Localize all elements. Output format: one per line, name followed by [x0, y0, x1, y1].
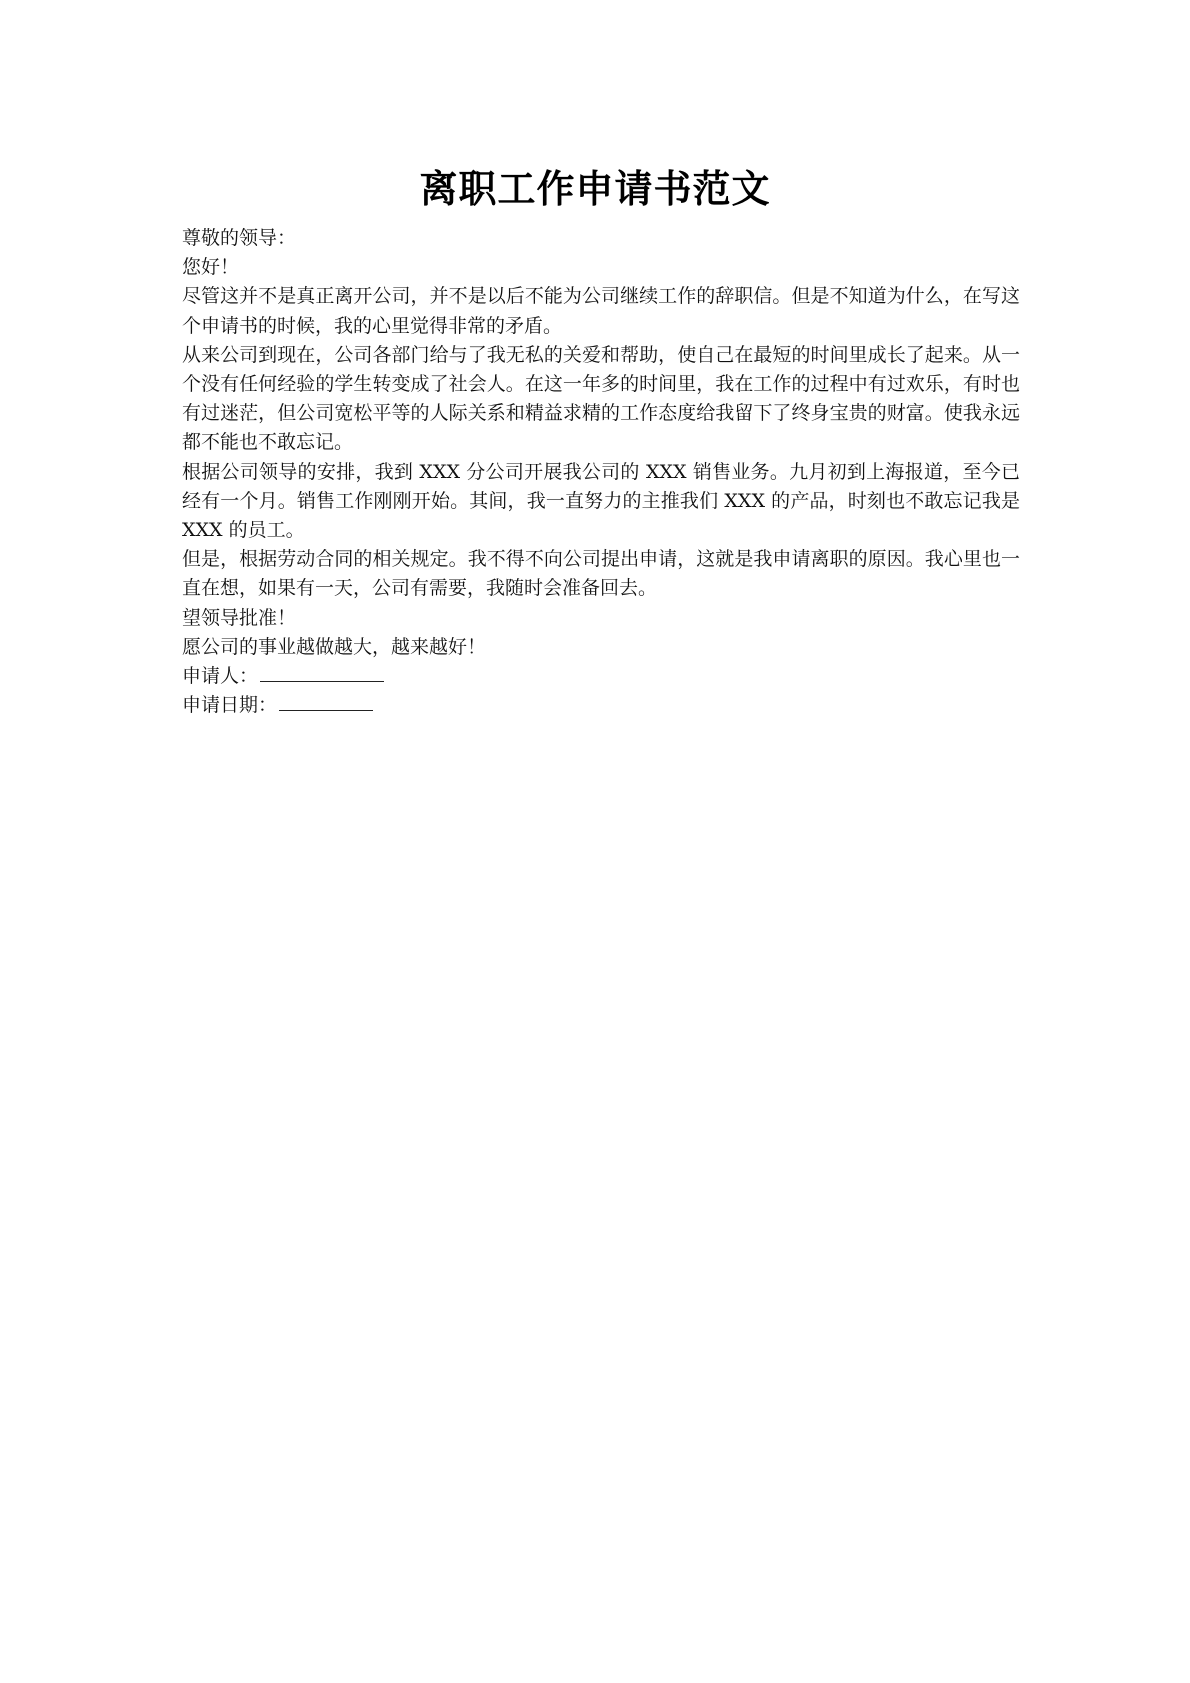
applicant-row — [182, 662, 1020, 691]
paragraph-1: 尽管这并不是真正离开公司，并不是以后不能为公司继续工作的辞职信。但是不知道为什么，在写这个申请书的时候，我的心里觉得非常的矛盾。 — [182, 285, 1020, 337]
closing-wish: 愿公司的事业越做越大，越来越好！ — [182, 635, 487, 658]
closing-request: 望领导批准！ — [182, 606, 297, 629]
paragraph-4: 但是，根据劳动合同的相关规定。我不得不向公司提出申请，这就是我申请离职的原因。我心里也一直在想，如果有一天，公司有需要，我随时会准备回去。 — [182, 548, 1020, 600]
salutation: 您好！ — [182, 256, 240, 279]
applicant-label: 申请人： — [182, 665, 259, 688]
date-row — [182, 691, 1020, 720]
document-body — [182, 224, 1020, 720]
paragraph-3: 根据公司领导的安排，我到 XXX 分公司开展我公司的 XXX 销售业务。九月初到上海报道，至今已经有一个月。销售工作刚刚开始。其间，我一直努力的主推我们 XXX 的产品，时刻也不敢忘记我是 XXX 的员工。 — [182, 460, 1020, 542]
date-signature-line — [279, 692, 373, 711]
paragraph-2: 从来公司到现在，公司各部门给与了我无私的关爱和帮助，使自己在最短的时间里成长了起来。从一个没有任何经验的学生转变成了社会人。在这一年多的时间里，我在工作的过程中有过欢乐，有时也有过迷茫，但公司宽松平等的人际关系和精益求精的工作态度给我留下了终身宝贵的财富。使我永远都不能也不敢忘记。 — [182, 343, 1020, 454]
applicant-signature-line — [260, 663, 384, 682]
greeting: 尊敬的领导： — [182, 227, 297, 249]
document-title: 离职工作申请书范文 — [419, 166, 771, 211]
date-label: 申请日期： — [182, 694, 278, 717]
